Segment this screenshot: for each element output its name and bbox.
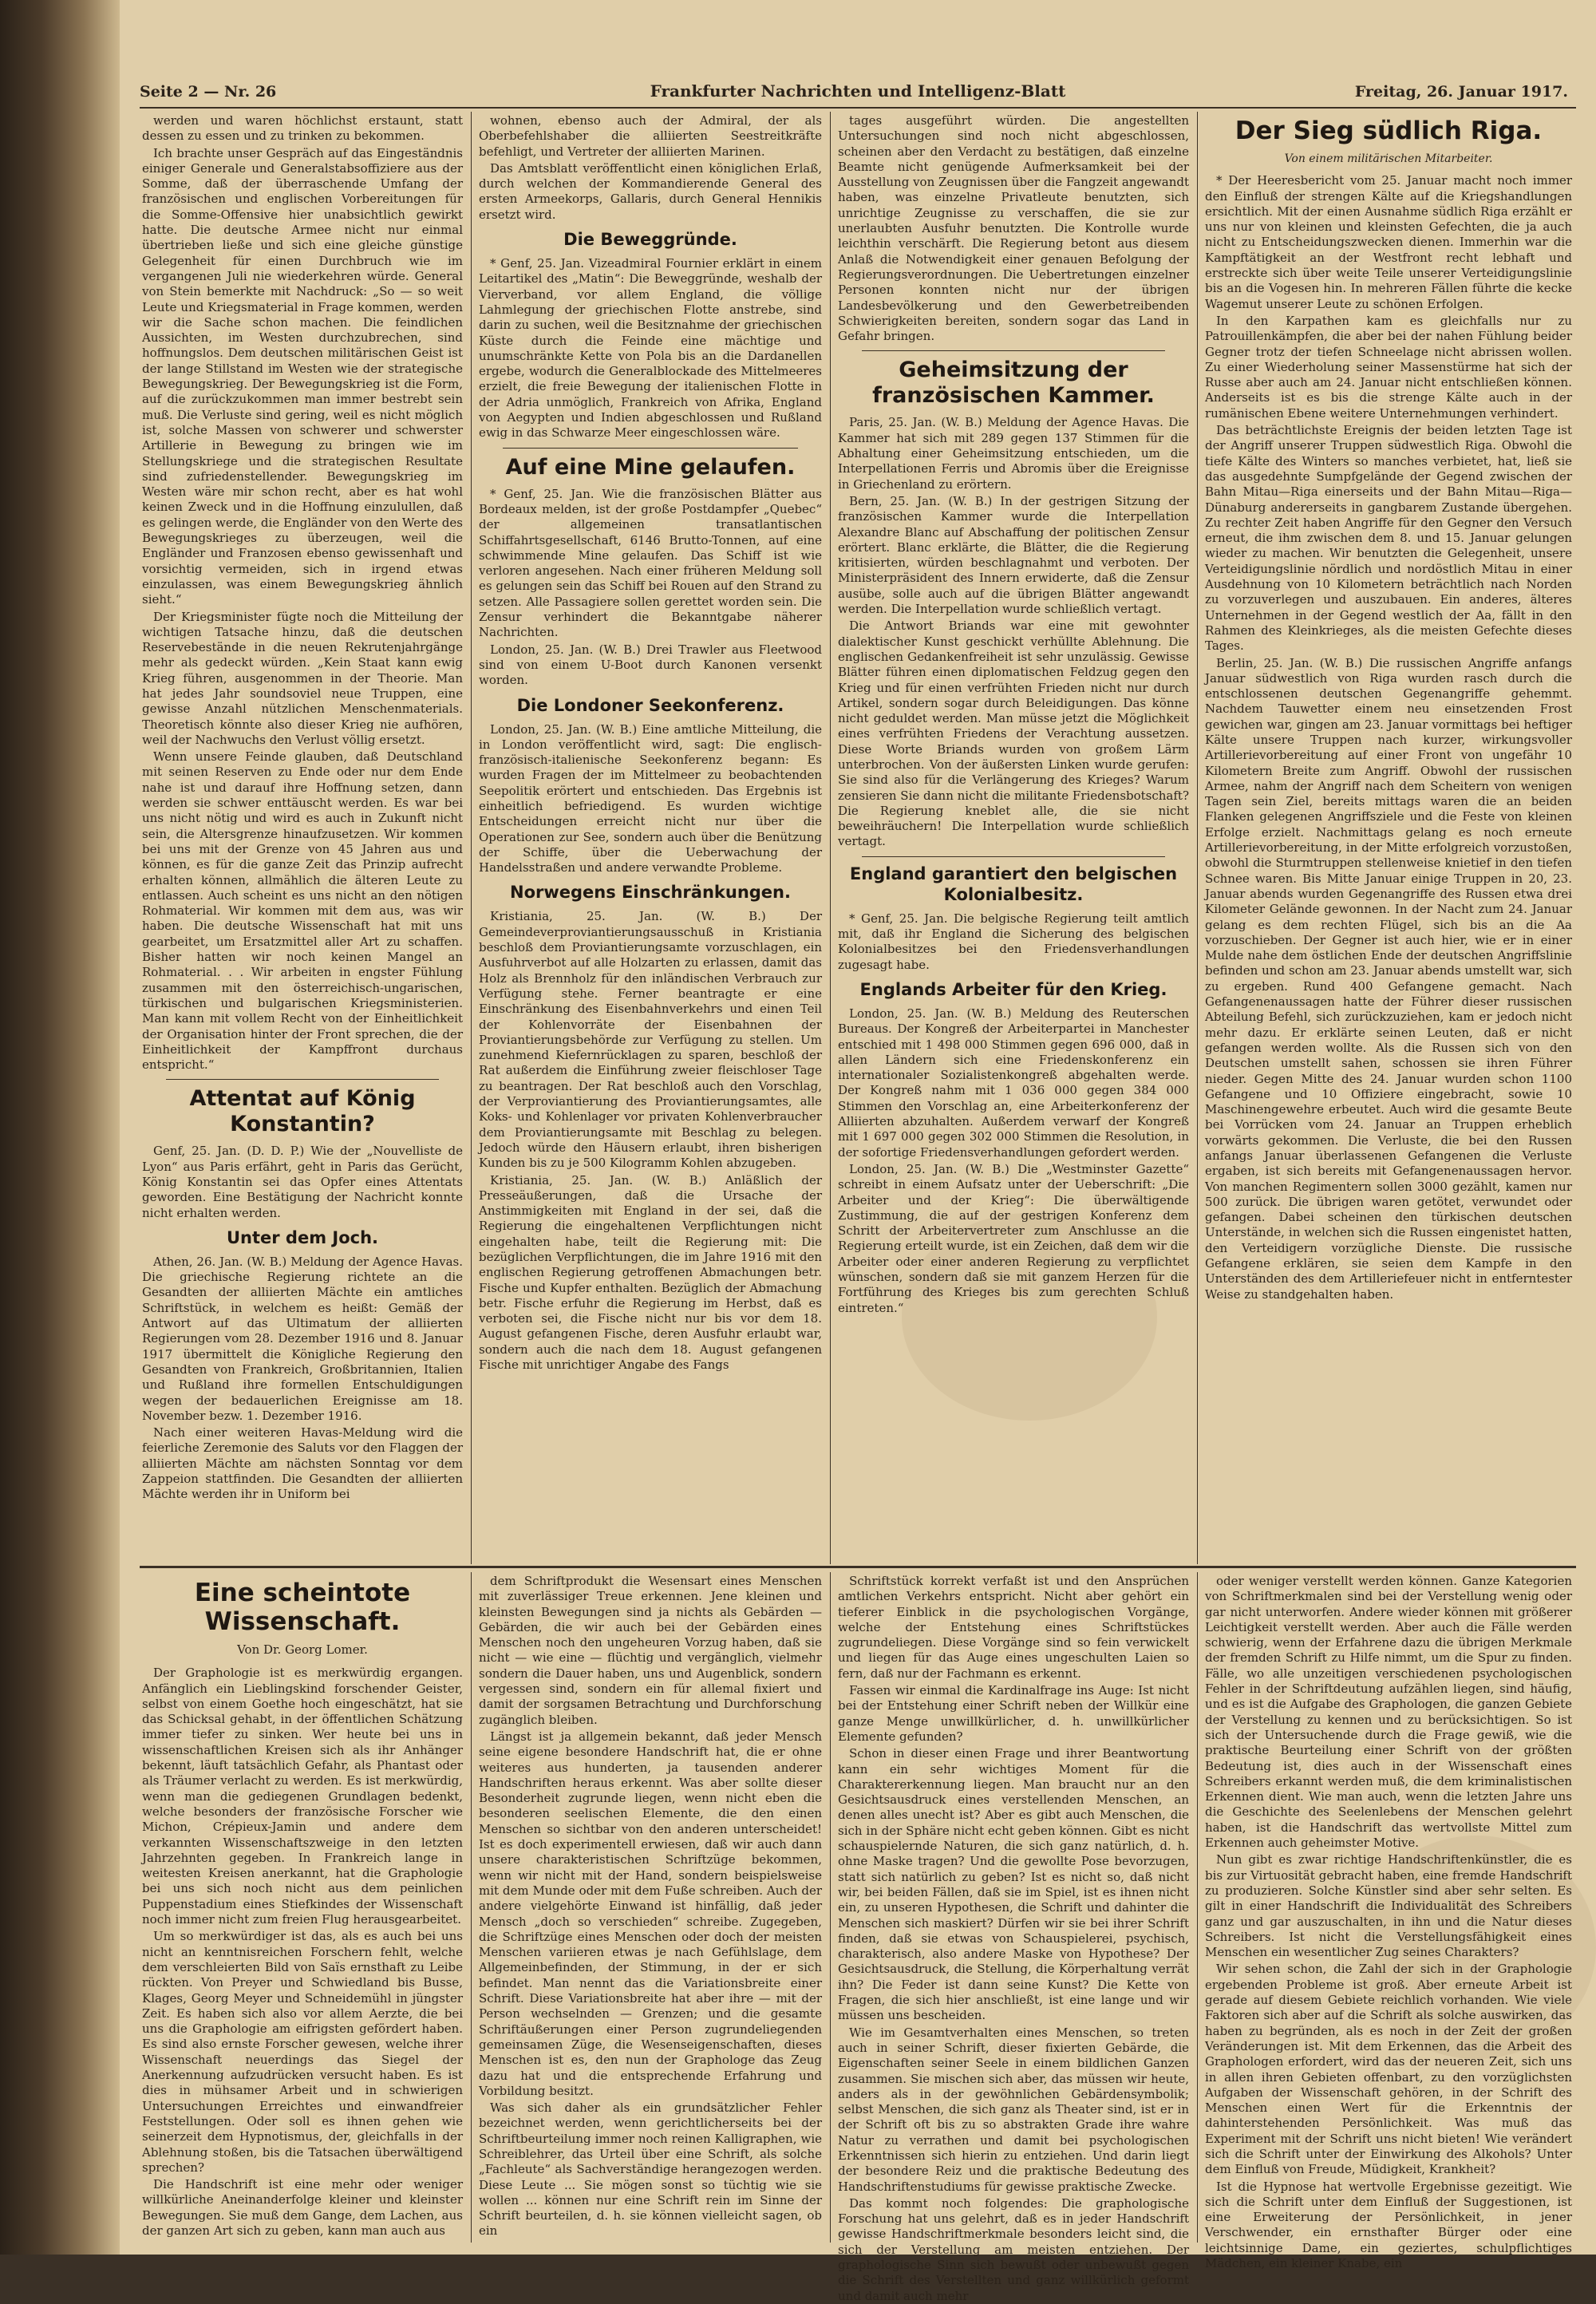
- feuilleton-byline: Von Dr. Georg Lomer.: [237, 1642, 368, 1657]
- paragraph: London, 25. Jan. (W. B.) Meldung des Reuterschen Bureaus. Der Kongreß der Arbeiterpartei in Manchester entschied mit 1 498 000 Stimmen gegen 696 000, daß in allen Ländern sich eine Friedenskonferenz ein internationaler Sozialistenkongreß abgehalten werde. Der Kongreß nahm mit 1 036 000 gegen 384 000 Stimmen den Vorschlag an, eine Arbeiterkonferenz der Alliierten abzuhalten. Außerdem verwarf der Kongreß mit 1 697 000 gegen 302 000 Stimmen die Resolution, in der sofortige Friedensverhandlungen gefordert werden.: [838, 1006, 1189, 1160]
- book-binding-edge: [0, 0, 120, 2255]
- paragraph: Schon in dieser einen Frage und ihrer Beantwortung kann ein sehr wichtiges Moment für die Charaktererkennung liegen. Man braucht nur an den Gesichtsausdruck eines verstellenden Menschen, an denen alles unecht ist? Aber es gibt auch Menschen, die sich in der Sphäre nicht echt geben können. Gibt es nicht schauspielernde Naturen, die sich ganz natürlich, d. h. ohne Maske tragen? Und die gewollte Pose bevorzugen, statt sich natürlich zu geben? Ist es nicht so, daß nicht wir, bei beiden Fällen, daß sie im Spiel, ist es ihnen nicht ein, zu unseren Hypothesen, die Schrift und dahinter die Menschen sich maskiert? Dürfen wir sie bei ihrer Schrift finden, daß sie etwas von Schauspielerei, psychisch, charakterisch, also andere Maske von Hypothese? Der Gesichtsausdruck, die Stellung, die Körperhaltung verrät ihn? Die Feder ist dann seine Kunst? Die Kette von Fragen, die sich hier anschließt, ist eine lange und wir müssen uns bescheiden.: [838, 1746, 1189, 2023]
- paragraph: Wie im Gesamtverhalten eines Menschen, so treten auch in seiner Schrift, dieser fixierten Gebärde, die Eigenschaften seiner Seele in einem bildlichen Ganzen zusammen. Sie mischen sich aber, das müssen wir heute, anders als in der gewöhnlichen Gebärdensymbolik; selbst Menschen, die sich ganz als Theater sind, ist er in der Schrift oft bis zu so abstrakten Grade ihre wahre Natur zu verrathen und damit bei psychologischen Erkenntnissen sich hierin zu entziehen. Und darin liegt der besondere Reiz und die praktische Bedeutung des Handschriftenstudiums für gewisse praktische Zwecke.: [838, 2025, 1189, 2194]
- paragraph: Kristiania, 25. Jan. (W. B.) Der Gemeindeverproviantierungsausschuß in Kristiania beschloß dem Proviantierungsamte vorzuschlagen, ein Ausfuhrverbot auf alle Holzarten zu erlassen, damit das Holz als Brennholz für den inländischen Verbrauch zur Verfügung stehe. Ferner beantragte er eine Einschränkung des Eisenbahnverkehrs und einen Teil der Kohlenvorräte der Eisenbahnen der Proviantierungsbehörde zur Verfügung zu stellen. Um zunehmend Kiefernrücklagen zu sparen, beschloß der Rat außerdem die Einführung zweier fleischloser Tage zu beantragen. Der Rat beschloß auch den Vorschlag, der Verproviantierung des Proviantierungsamtes, alle Koks- und Kohlenlager vor privaten Kohlenverbraucher dem Proviantierungsamte mit Beschlag zu belegen. Jedoch würde den Häusern erlaubt, ihren bisherigen Kunden bis zu je 500 Kilogramm Kohlen abzugeben.: [479, 909, 822, 1171]
- paragraph: Kristiania, 25. Jan. (W. B.) Anläßlich der Presseäußerungen, daß die Ursache der Anstimmigkeiten mit England in der sei, daß die Regierung die eingehaltenen Verpflichtungen nicht eingehalten habe, teilt die Regierung mit: Die bezüglichen Verpflichtungen, die im Jahre 1916 mit den englischen Regierung getroffenen Abmachungen betr. Fische und Kupfer enthalten. Bezüglich der Abmachung betr. Fische erfuhr die Regierung im Herbst, daß es verboten sei, die Fische nicht nur bis vor dem 18. August gefangenen Fische, deren Ausfuhr erlaubt war, sondern auch die nach dem 18. August gefangenen Fische mit unrichtiger Angabe des Fangs: [479, 1172, 822, 1373]
- paragraph: oder weniger verstellt werden können. Ganze Kategorien von Schriftmerkmalen sind bei der Verstellung wenig oder gar nicht unterworfen. Andere wieder können mit größerer Leichtigkeit verstellt werden. Aber auch die Fälle werden schwierig, wenn der Erfahrene dazu die übrigen Merkmale der fremden Schrift zu Hilfe nimmt, um die Spur zu finden. Fälle, wo alle unzeitigen verschiedenen psychologischen Fehler in der Schriftdeutung aufzählen liegen, sind häufig, und es ist die Aufgabe des Graphologen, die ganzen Gebiete der Verstellung zu kennen und zu berücksichtigen. So ist sich der Untersuchende durch die Frage gewiß, wie die praktische Beurteilung einer Schrift von der größten Bedeutung ist, dies auch in der Wissenschaft eines Schreibers erkannt werden muß, die dem kriminalistischen Erkennen dient. Wie man auch, wenn die letzten Jahre uns die Geschichte des Seelenlebens der Menschen gelehrt haben, ist die Handschrift das wertvollste Mittel zum Erkennen auch geheimster Motive.: [1205, 1574, 1572, 1851]
- paragraph: Ist die Hypnose hat wertvolle Ergebnisse gezeitigt. Wie sich die Schrift unter dem Einfluß der Suggestionen, ist eine Erweiterung der Persönlichkeit, in jener Verschwender, ein ernsthafter Bürger oder eine leichtsinnige Dame, ein geziertes, schulpflichtiges Mädchen, ein kleiner Knabe, ein: [1205, 2179, 1572, 2271]
- column-4: [1205, 113, 1572, 1562]
- paragraph: Paris, 25. Jan. (W. B.) Meldung der Agence Havas. Die Kammer hat sich mit 289 gegen 137 Stimmen für die Abhaltung einer Geheimsitzung entschieden, um die Interpellationen Ferris und Abromis über die Ereignisse in Griechenland zu erörtern.: [838, 415, 1189, 492]
- article-separator: [862, 350, 1165, 351]
- paragraph: * Genf, 25. Jan. Wie die französischen Blätter aus Bordeaux melden, ist der große Postdampfer „Quebec“ der allgemeinen transatlantischen Schiffahrtsgesellschaft, 6146 Brutto-Tonnen, auf eine schwimmende Mine gelaufen. Das Schiff ist wie verloren angesehen. Nach einer früheren Meldung soll es gelungen sein das Schiff bei Rouen auf den Strand zu setzen. Alle Passagiere sollen gerettet worden sein. Die Zensur verhindert die Bekanntgabe näherer Nachrichten.: [479, 486, 822, 640]
- paragraph: Um so merkwürdiger ist das, als es auch bei uns nicht an kenntnisreichen Forschern fehlt, welche dem verschleierten Bild von Saïs ernsthaft zu Leibe rückten. Von Preyer und Schwiedland bis Busse, Klages, Georg Meyer und Schneidemühl in jüngster Zeit. Es haben sich also vor allem Aerzte, die bei uns die Graphologie am eifrigsten gefördert haben. Es sind also ernste Forscher gewesen, welche ihrer Wissenschaft neuerdings das Siegel der Anerkennung aufzudrücken versucht haben. Es ist dies in mühsamer Arbeit und in schwierigen Untersuchungen Erreichtes und einwandfreier Feststellungen. Oder soll es ihnen gehen wie seinerzeit dem Hypnotismus, der, gleichfalls in der Ablehnung stoßen, bis die Tatsachen überwältigend sprechen?: [142, 1929, 463, 2175]
- column-rule: [471, 1572, 472, 2243]
- paragraph: Bern, 25. Jan. (W. B.) In der gestrigen Sitzung der französischen Kammer wurde die Interpellation Alexandre Blanc auf Abschaffung der politischen Zensur erörtert. Blanc erklärte, die Blätter, die die Regierung kritisierten, würden beschlagnahmt und verboten. Der Ministerpräsident des Innern erwiderte, daß die Zensur ausübe, solle auch auf die übrigen Blätter angewandt werden. Die Interpellation wurde schließlich vertagt.: [838, 493, 1189, 617]
- article-headline: Die Londoner Seekonferenz.: [516, 695, 784, 715]
- paragraph: Athen, 26. Jan. (W. B.) Meldung der Agence Havas. Die griechische Regierung richtete an die Gesandten der alliierten Mächte ein amtliches Schriftstück, in welchem es heißt: Gemäß der Antwort auf das Ultimatum der alliierten Regierungen vom 28. Dezember 1916 und 8. Januar 1917 übermittelt die Königliche Regierung den Gesandten von Frankreich, Großbritannien, Italien und Rußland ihre formellen Entschuldigungen wegen der bedauerlichen Ereignisse am 18. November bezw. 1. Dezember 1916.: [142, 1254, 463, 1423]
- paragraph: dem Schriftprodukt die Wesensart eines Menschen mit zuverlässiger Treue erkennen. Jene kleinen und kleinsten Bewegungen sind ja nichts als Gebärden — Gebärden, die wir auch bei der Gebärden eines Menschen noch den ungeheuren Vorzug haben, daß sie nicht — wie eine — flüchtig und vergänglich, vielmehr sondern die Dauer haben, uns und Augenblick, sondern vergessen sind, sondern ein für allemal fixiert und damit der sorgsamen Betrachtung und Durchforschung zugänglich bleiben.: [479, 1574, 822, 1727]
- article-separator: [166, 1079, 439, 1080]
- paragraph: Der Graphologie ist es merkwürdig ergangen. Anfänglich ein Lieblingskind forschender Geister, selbst von einem Goethe hoch eingeschätzt, hat sie das Schicksal gehabt, in der öffentlichen Schätzung immer tiefer zu sinken. Wer heute bei uns in wissenschaftlichen Kreisen sich als ihr Anhänger bekennt, läuft tatsächlich Gefahr, als Phantast oder als Träumer verlacht zu werden. Es ist merkwürdig, wenn man die gediegenen Grundlagen bedenkt, welche besonders der französische Forscher wie Michon, Crépieux-Jamin und andere dem verkannten Wissenschaftszweige in den letzten Jahrzehnten gegeben. In Frankreich lange in weitesten Kreisen anerkannt, hat die Graphologie bei uns sich noch nicht aus dem peinlichen Puppenstadium eines Stiefkindes der Wissenschaft noch immer nicht zum freien Flug herausgearbeitet.: [142, 1666, 463, 1927]
- column-rule: [1197, 112, 1198, 1564]
- paragraph: * Genf, 25. Jan. Vizeadmiral Fournier erklärt in einem Leitartikel des „Matin“: Die Beweggründe, weshalb der Vierverband, vor allem England, die völlige Lahmlegung der griechischen Flotte anstrebe, sind darin zu suchen, weil die Besitznahme der griechischen Küste durch die Feinde eine mächtige und unumschränkte Kette von Pola bis an die Dardanellen ergebe, wodurch die Generalblockade des Mittelmeeres erzielt, die freie Bewegung der italienischen Flotte in der Adria unmöglich, Frankreich von Afrika, England von Aegypten und Indien abgeschlossen und Rußland ewig in das Schwarze Meer eingeschlossen wäre.: [479, 256, 822, 441]
- paragraph: * Der Heeresbericht vom 25. Januar macht noch immer den Einfluß der strengen Kälte auf die Kriegshandlungen ersichtlich. Mit der einen Ausnahme südlich Riga erzählt er uns nur von kleinen und kleinsten Gefechten, die ja auch nicht zu Entscheidungszwecken dienen. Immerhin war die Kampftätigkeit an der Westfront recht lebhaft und erstreckte sich über weite Teile unserer Verteidigungslinie bis an die Vogesen hin. In mehreren Fällen führte die kecke Wagemut unserer Leute zu schönen Erfolgen.: [1205, 173, 1572, 311]
- column-rule: [1197, 1572, 1198, 2243]
- paragraph: Genf, 25. Jan. (D. D. P.) Wie der „Nouvelliste de Lyon“ aus Paris erfährt, geht in Paris das Gerücht, König Konstantin sei das Opfer eines Attentats geworden. Eine Bestätigung der Nachricht konnte nicht erhalten werden.: [142, 1144, 463, 1220]
- paragraph: London, 25. Jan. (W. B.) Drei Trawler aus Fleetwood sind von einem U-Boot durch Kanonen versenkt worden.: [479, 642, 822, 688]
- article-headline: Auf eine Mine gelaufen.: [505, 454, 796, 480]
- paragraph: Wir sehen schon, die Zahl der sich in der Graphologie ergebenden Probleme ist groß. Aber erneute Arbeit ist gerade auf diesem Gebiete reichlich vorhanden. Wie viele Faktoren sich aber auf die Schrift als solche auswirken, das haben zu begründen, als es noch in der Zeit der großen Veränderungen ist. Mit dem Erkennen, das die Arbeit des Graphologen erfordert, wird das der neueren Zeit, sich uns in allen ihren Gebieten offenbart, zu den vorzüglichsten Aufgaben der Wissenschaft gehören, in der Schrift des Menschen einen Wert für die Erkenntnis der dahinterstehenden Persönlichkeit. Was muß das Experiment mit der Schrift uns nicht bieten! Wie verändert sich die Schrift unter der Einwirkung des Alkohols? Unter dem Einfluß von Freude, Müdigkeit, Krankheit?: [1205, 1962, 1572, 2177]
- column-rule: [830, 1572, 831, 2243]
- paragraph: Was sich daher als ein grundsätzlicher Fehler bezeichnet werden, wenn gerichtlicherseits bei der Schriftbeurteilung immer noch reinen Kalligraphen, wie Schreiblehrer, das Urteil über eine Schrift, als solche „Fachleute“ als Sachverständige herangezogen werden. Diese Leute ... Sie mögen sonst so tüchtig wie sie wollen ... können nur eine Schrift rein im Sinne der Schrift beurteilen, d. h. sie können vielleicht sagen, ob ein: [479, 2100, 822, 2239]
- feuilleton-column-2: [479, 1574, 822, 2244]
- paragraph: Die Handschrift ist eine mehr oder weniger willkürliche Aneinanderfolge kleiner und kleinster Bewegungen. Sie muß dem Gange, dem Lachen, aus der ganzen Art sich zu geben, kann man auch aus: [142, 2177, 463, 2238]
- article-headline: Der Sieg südlich Riga.: [1235, 117, 1543, 145]
- column-2: [479, 113, 822, 1562]
- paragraph: Die Antwort Briands war eine mit gewohnter dialektischer Kunst geschickt verhüllte Ablehnung. Die englischen Gedankenfreiheit ist sehr unzulässig. Gewisse Blätter führen einen diplomatischen Feldzug gegen den Krieg und für einen verfrühten Frieden nicht nur durch Artikel, sondern sogar durch Beleidigungen. Das könne nicht geduldet werden. Man müsse jetzt die Möglichkeit eines verfrühten Friedens der Verachtung aussetzen. Diese Worte Briands wurden von großem Lärm unterbrochen. Von der äußersten Linken wurde gerufen: Sie sind also für die Verlängerung des Krieges? Warum zensieren Sie dann nicht die militante Friedensbotschaft? Die Regierung kneblet alle, die sie nicht beweihräuchern! Die Interpellation wurde schließlich vertagt.: [838, 618, 1189, 849]
- article-headline: Norwegens Einschränkungen.: [510, 883, 791, 903]
- issue-date: Freitag, 26. Januar 1917.: [1354, 83, 1568, 101]
- article-subheadline: Von einem militärischen Mitarbeiter.: [1284, 152, 1493, 165]
- newspaper-title: Frankfurter Nachrichten und Intelligenz-Blatt: [650, 81, 1066, 101]
- paragraph: Nun gibt es zwar richtige Handschriftenkünstler, die es bis zur Virtuosität gebracht haben, eine fremde Handschrift zu produzieren. Solche Künstler sind aber sehr selten. Es gilt in einer Handschrift die Individualität des Schreibers ganz und gar auszuschalten, in ihn und die Natur dieses Schreibers. Ist nicht die Verstellungsfähigkeit eines Menschen ein wesentlicher Zug seines Charakters?: [1205, 1852, 1572, 1960]
- column-1: [142, 113, 463, 1562]
- feuilleton-rule: [140, 1566, 1576, 1568]
- article-separator: [503, 448, 798, 449]
- paragraph: * Genf, 25. Jan. Die belgische Regierung teilt amtlich mit, daß ihr England die Sicherung des belgischen Kolonialbesitzes bei den Friedensverhandlungen zugesagt habe.: [838, 911, 1189, 972]
- paragraph: Fassen wir einmal die Kardinalfrage ins Auge: Ist nicht bei der Entstehung einer Schrift neben der Willkür eine ganze Menge unwillkürlicher, d. h. unwillkürlicher Elemente gefunden?: [838, 1683, 1189, 1744]
- page-number: Seite 2 — Nr. 26: [140, 83, 277, 101]
- feuilleton-headline: Eine scheintote Wissenschaft.: [194, 1579, 411, 1636]
- article-headline: Englands Arbeiter für den Krieg.: [859, 979, 1167, 999]
- paragraph: Das beträchtlichste Ereignis der beiden letzten Tage ist der Angriff unserer Truppen südwestlich Riga. Obwohl die tiefe Kälte des Winters so manches verbietet, hat, ließ sie das ausgedehnte Sumpfgelände der Gegend zwischen der Bahn Mitau—Riga einerseits und der Bahn Mitau—Riga—Dünaburg andererseits in gangbarem Zustande übergehen. Zu rechter Zeit haben Angriffe für den Gegner den Versuch erneut, die ihm zwischen dem 8. und 15. Januar gelungen wieder zu machen. Wir benutzten die Gelegenheit, unsere Verteidigungslinie nördlich und nordöstlich Mitau in einer Ausdehnung von 10 Kilometern beträchtlich nach Norden zu vorzuverlegen und auszubauen. Ein anderes, älteres Unternehmen in der Gegend westlich der Aa, fällt in den Rahmen des Kleinkrieges, als die meisten Gefechte dieses Tages.: [1205, 423, 1572, 654]
- column-3: [838, 113, 1189, 1562]
- paragraph: Wenn unsere Feinde glauben, daß Deutschland mit seinen Reserven zu Ende oder nur dem Ende nahe ist und darauf ihre Hoffnung setzen, dann werden sie schwer enttäuscht werden. Es war bei uns nicht nötig und wird es auch in Zukunft nicht sein, die Altersgrenze hinaufzusetzen. Wir kommen bei uns mit der Grenze von 45 Jahren aus und können, es für die ganze Zeit das Prinzip aufrecht erhalten können, allmählich die älteren Leute zu entlassen. Auch scheint es uns nicht an den nötigen Rohmaterial. Wir kommen mit dem aus, was wir haben. Die deutsche Wissenschaft hat mit uns gearbeitet, um Ersatzmittel aller Art zu schaffen. Bisher hatten wir noch keinen Mangel an Rohmaterial. . . Wir arbeiten in engster Fühlung zusammen mit den österreichisch-ungarischen, türkischen und bulgarischen Kriegsministerien. Man kann mit vollem Recht von der Einheitlichkeit der Organisation hinter der Front sprechen, die der Einheitlichkeit der Kampffront durchaus entspricht.“: [142, 749, 463, 1073]
- article-headline: Unter dem Joch.: [226, 1227, 379, 1247]
- feuilleton-column-4: [1205, 1574, 1572, 2271]
- paragraph: Das Amtsblatt veröffentlicht einen königlichen Erlaß, durch welchen der Kommandierende General des ersten Armeekorps, Gallaris, durch General Hennikis ersetzt wird.: [479, 160, 822, 222]
- paragraph: wohnen, ebenso auch der Admiral, der als Oberbefehlshaber die alliierten Seestreitkräfte befehligt, und Vertreter der alliierten Marinen.: [479, 113, 822, 159]
- article-headline: Die Beweggründe.: [563, 230, 737, 250]
- paragraph: Schriftstück korrekt verfaßt ist und den Ansprüchen amtlichen Verkehrs entspricht. Nicht aber gehört ein tieferer Einblick in die psychologischen Vorgänge, welche der Entstehung eines Schriftstückes zugrundeliegen. Diese Vorgänge sind so fein verwickelt und liegen für das Auge eines ungeschulten Laien so fern, daß nur der Fachmann es erkennt.: [838, 1574, 1189, 1681]
- article-headline: England garantiert den belgischen Kolonialbesitz.: [849, 864, 1178, 904]
- paragraph: Ich brachte unser Gespräch auf das Eingeständnis einiger Generale und Generalstabsoffiziere aus der Somme, daß der überraschende Umfang der französischen und englischen Vorbereitungen für die Somme-Offensive hier unabsichtlich gewirkt hatte. Die deutsche Armee nicht nur einmal übertrieben ließe und sich eine gleiche günstige Gelegenheit für einen Durchbruch wie im vergangenen Juli nie wiederkehren würde. General von Stein bemerkte mit Nachdruck: „So — so weit Leute und Kriegsmaterial in Frage kommen, werden wir die Sache schon machen. Die feindlichen Aussichten, im Westen durchzubrechen, sind hoffnungslos. Dem deutschen militärischen Geist ist der lange Stillstand im Westen wie der strategische Bewegungskrieg. Der Bewegungskrieg ist die Form, auf die zurückzukommen man immer bestrebt sein muß. Die Verluste sind gering, weil es nicht möglich ist, solche Massen von schwerer und schwerster Artillerie in Bewegung zu bringen wie im Stellungskriege und die strategischen Resultate sind zufriedenstellender. Bewegungskrieg im Westen wäre mir schon recht, aber es hat wohl keinen Zweck und in die Hoffnung einzulullen, daß es gelingen werde, die Engländer von den Werte des Bewegungskrieges zu überzeugen, weil die Engländer und Franzosen ebenso gewissenhaft und vorsichtig vermeiden, sich in irgend etwas einzulassen, was einem Bewegungskrieg ähnlich sieht.“: [142, 145, 463, 607]
- column-rule: [471, 112, 472, 1564]
- header-rule: [140, 107, 1576, 109]
- page-header: [140, 80, 1576, 104]
- article-separator: [862, 856, 1165, 857]
- article-headline: Attentat auf König Konstantin?: [189, 1086, 416, 1137]
- paragraph: Längst ist ja allgemein bekannt, daß jeder Mensch seine eigene besondere Handschrift hat, die er ohne weiteres aus hunderten, ja tausenden anderer Handschriften heraus erkennt. Was aber sollte dieser Besonderheit zugrunde liegen, wenn nicht eben die besonderen seelischen Elemente, die den einen Menschen so sichtbar von den anderen unterscheidet! Ist es doch experimentell erwiesen, daß wir auch dann unsere charakteristischen Schriftzüge bekommen, wenn wir nicht mit der Hand, sondern beispielsweise mit dem Munde oder mit dem Fuße schreiben. Auch der andere vielgehörte Einwand ist hinfällig, daß jeder Mensch „doch so verschieden“ schreibe. Zugegeben, die Schriftzüge eines Menschen oder doch der meisten Menschen variieren etwas je nach Gefühlslage, dem Allgemeinbefinden, der Stimmung, in der er sich befindet. Man nennt das die Variationsbreite einer Schrift. Diese Variationsbreite hat aber ihre — mit der Person wechselnden — Grenzen; und die gesamte Schriftäußerungen einer Person zugrundeliegenden gemeinsamen Züge, die Wesenseigenschaften, dieses Menschen ist es, den nun der Graphologe das Zeug dazu hat und die entsprechende Erfahrung und Vorbildung besitzt.: [479, 1729, 822, 2098]
- paragraph: London, 25. Jan. (W. B.) Die „Westminster Gazette“ schreibt in einem Aufsatz unter der Ueberschrift: „Die Arbeiter und der Krieg“: Die überwältigende Zustimmung, die auf der gestrigen Konferenz dem Schritt der Arbeitervertreter zum Anschlusse an die Regierung erteilt wurde, ist ein Zeichen, daß dem wir die Arbeiter oder einer anderen Regierung zu verpflichtet wünschen, sondern daß sie mit ganzem Herzen für die Fortführung des Krieges bis zum gerechten Schluß eintreten.“: [838, 1161, 1189, 1315]
- paragraph: Der Kriegsminister fügte noch die Mitteilung der wichtigen Tatsache hinzu, daß die deutschen Reservebestände in die neuen Rekrutenjahrgänge mehr als gedeckt würden. „Kein Staat kann ewig Krieg führen, ausgenommen in der Theorie. Man hat jedes Jahr soundsoviel neue Truppen, eine gewisse Anzahl nützlichen Menschenmaterials. Theoretisch könnte also dieser Krieg nie aufhören, weil der Nachwuchs den Verlust völlig ersetzt.: [142, 609, 463, 747]
- article-headline: Geheimsitzung der französischen Kammer.: [872, 358, 1155, 409]
- paragraph: London, 25. Jan. (W. B.) Eine amtliche Mitteilung, die in London veröffentlicht wird, sagt: Die englisch-französisch-italienische Seekonferenz begann: Es wurden Fragen der im Mittelmeer zu beobachtenden Seepolitik erörtert und entschieden. Das Ergebnis ist einheitlich befriedigend. Es wurden wichtige Entscheidungen erreicht nicht nur über die Operationen zur See, sondern auch über die Benützung der Schiffe, über die Ueberwachung der Handelsstraßen und andere verwandte Probleme.: [479, 721, 822, 875]
- paragraph: tages ausgeführt würden. Die angestellten Untersuchungen sind noch nicht abgeschlossen, scheinen aber den Verdacht zu bestätigen, daß einzelne Beamte nicht genügende Aufmerksamkeit bei der Ausstellung von Zeugnissen über die Fangzeit angewandt haben, was einzelne Privatleute benutzten, sich unrichtige Zeugnisse zu verschaffen, die sie zur unerlaubten Ausfuhr benutzten. Die Kontrolle wurde leichthin verschärft. Die Regierung betont aus diesem Anlaß die Notwendigkeit einer genauen Befolgung der Regierungsverordnungen. Die Uebertretungen einzelner Personen konnten nicht nur der übrigen Landesbevölkerung und den Gewerbetreibenden Schwierigkeiten bereiten, sondern sogar das Land in Gefahr bringen.: [838, 113, 1189, 344]
- paragraph: Berlin, 25. Jan. (W. B.) Die russischen Angriffe anfangs Januar südwestlich von Riga wurden rasch durch die entschlossenen deutschen Gegenangriffe gehemmt. Nachdem Tauwetter einem neu einsetzenden Frost gewichen war, gingen am 23. Januar vormittags bei heftiger Kälte unsere Truppen nach kurzer, wirkungsvoller Artillerievorbereitung auf einer Front von ungefähr 10 Kilometern Breite zum Angriff. Obwohl der russischen Armee, nahm der Angriff nach dem Scheitern von wenigen Tagen sein Ziel, bereits mittags waren die an beiden Flanken gelegenen Angriffsziele und die Feste von kleinen Erfolge erzielt. Nachmittags gelang es noch erneute Artillerievorbereitung, in der Mitte erfolgreich vorzustoßen, obwohl die Sturmtruppen stellenweise knietief in den tiefen Schnee waren. Bis Mitte Januar einige Truppen in 20, 23. Januar abends wurden Gegenangriffe des Russen etwa drei Kilometer Gelände gewonnen. In der Nacht zum 24. Januar gelang es dem rechten Flügel, sich bis an die Aa vorzuschieben. Der Gegner ist auch hier, wie er in einer Mulde nahe dem östlichen Ende der deutschen Angriffslinie befinden und schon am 23. Januar abends umstellt war, sich zu ergeben. Rund 400 Gefangene gemacht. Nach Gefangenenaussagen hatte der Führer dieser russischen Abteilung Befehl, sich zurückzuziehen, kam er jedoch nicht mehr dazu. Er erklärte seinen Leuten, daß er nicht gefangen werden wollte. Als die Russen sich von den Deutschen umstellt sahen, schossen sie ihren Führer nieder. Gegen Mitte des 24. Januar wurden schon 1100 Gefangene und 10 Offiziere eingebracht, sowie 10 Maschinengewehre erbeutet. Auch wird die gesamte Beute bei Vorrücken vom 24. Januar an Truppen erheblich vorwärts gekommen. Die Verluste, die bei den Russen anfangs Januar überlassenen Gefangenen die Verluste ergaben, ist sich bereits mit Gefangenenaussagen hervor. Von manchen Regimentern sollen 3000 gezählt, kamen nur 500 zurück. Die übrigen waren getötet, verwundet oder gefangen. Dabei scheinen den türkischen deutschen Unterstände, in welchen sich die Russen eingenistet hatten, den Verteidigern vorzügliche Dienste. Die russische Gefangene erklären, sie seien dem Kampfe in den Unterständen des dem Artilleriefeuer nicht in entferntester Weise zu standgehalten haben.: [1205, 655, 1572, 1302]
- column-rule: [830, 112, 831, 1564]
- paragraph: In den Karpathen kam es gleichfalls nur zu Patrouillenkämpfen, die aber bei der nahen Fühlung beider Gegner trotz der tiefen Schneelage nicht abrissen wollen. Zu einer Wiederholung seiner Massenstürme hat sich der Russe aber auch am 24. Januar nicht entschließen können. Anderseits ist es bis die strenge Kälte auch in der rumänischen Ebene weitere Unternehmungen verhindert.: [1205, 313, 1572, 421]
- paragraph: Das kommt noch folgendes: Die graphologische Forschung hat uns gelehrt, daß es in jeder Handschrift gewisse Handschriftmerkmale besonders leicht sind, die sich der Verstellung am meisten entziehen. Der graphologische Sinn sich bewußt oder unbewußt gegen die Schrift des Verstellten und ganz willkürlich geformt und damit auch mehr: [838, 2195, 1189, 2303]
- paragraph: Nach einer weiteren Havas-Meldung wird die feierliche Zeremonie des Saluts vor den Flaggen der alliierten Mächte am nächsten Sonntag vor dem Zappeion stattfinden. Die Gesandten der alliierten Mächte werden ihr in Uniform bei: [142, 1425, 463, 1502]
- feuilleton-column-3: [838, 1574, 1189, 2303]
- paragraph: werden und waren höchlichst erstaunt, statt dessen zu essen und zu trinken zu bekommen.: [142, 113, 463, 144]
- feuilleton-column-1: [142, 1574, 463, 2244]
